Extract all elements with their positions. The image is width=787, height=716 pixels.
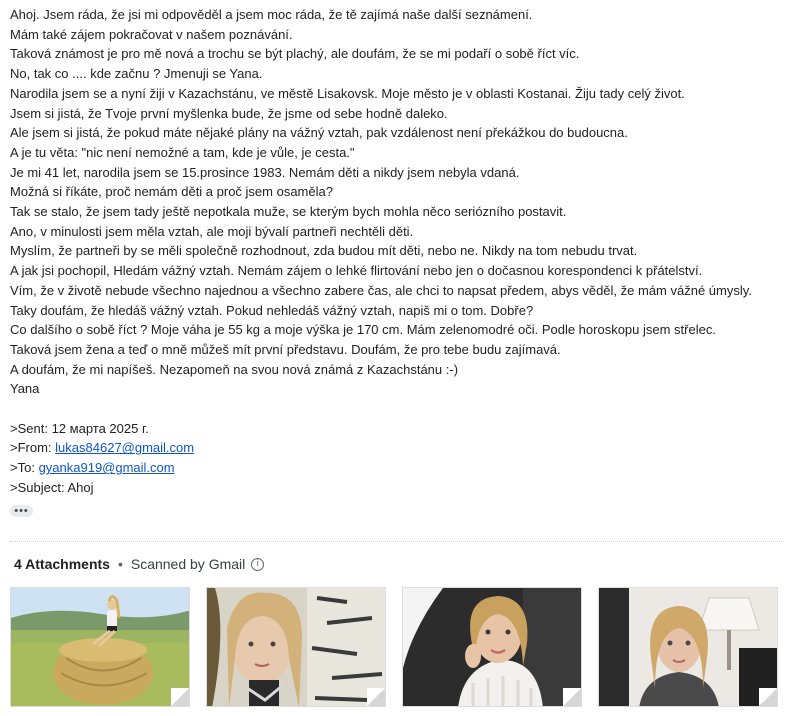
message-body [10,5,752,498]
to-email-link[interactable]: gyanka919@gmail.com [38,460,175,476]
message-line: Vím, že v životě nebude všechno najednou a všechno zabere čas, ale chci to napsat předem, abys věděl, že mám vážné úmysly. [10,282,752,298]
quoted-subject: >Subject: Ahoj [10,479,94,495]
attachment-thumbnail-1[interactable] [10,587,190,707]
from-email-link[interactable]: lukas84627@gmail.com [55,440,195,456]
attachments-divider [10,541,784,542]
message-line: A je tu věta: "nic není nemožné a tam, kde je vůle, je cesta." [10,144,355,160]
image-thumbnail-icon [599,588,778,707]
show-trimmed-content-button[interactable]: ••• [10,505,33,517]
image-thumbnail-icon [403,588,582,707]
image-thumbnail-icon [207,588,386,707]
attachments-header [14,556,264,572]
quoted-header [10,419,752,498]
message-line: Možná si říkáte, proč nemám děti a proč jsem osaměla? [10,184,333,200]
message-line: Myslím, že partneři by se měli společně rozhodnout, zda budou mít děti, nebo ne. Nikdy na tom nebudu trvat. [10,243,638,259]
message-line: A doufám, že mi napíšeš. Nezapomeň na svou nová známá z Kazachstánu :-) [10,361,459,377]
message-line: Taková známost je pro mě nová a trochu se být plachý, ale doufám, že se mi podaří o sobě říct víc. [10,46,580,62]
message-line: Yana [10,381,40,397]
message-line: No, tak co .... kde začnu ? Jmenuji se Yana. [10,66,263,82]
message-line: Jsem si jistá, že Tvoje první myšlenka bude, že jsme od sebe hodně daleko. [10,105,448,121]
message-line: Ahoj. Jsem ráda, že jsi mi odpověděl a jsem moc ráda, že tě zajímá naše další seznámení. [10,7,533,22]
message-line: Narodila jsem se a nyní žiji v Kazachstánu, ve městě Lisakovsk. Moje město je v oblasti Kostanai. Žiju tady celý život. [10,85,685,101]
attachments-count: 4 Attachments [14,556,110,572]
message-line: Ano, v minulosti jsem měla vztah, ale moji bývalí partneři nechtěli děti. [10,223,414,239]
quoted-sent: >Sent: 12 марта 2025 г. [10,420,149,436]
message-line: Co dalšího o sobě říct ? Moje váha je 55 kg a moje výška je 170 cm. Mám zelenomodré oči. Podle horoskopu jsem střelec. [10,322,716,338]
attachment-thumbnail-2[interactable] [206,587,386,707]
attachment-thumbnail-4[interactable] [598,587,778,707]
message-line: Taková jsem žena a teď o mně můžeš mít první představu. Doufám, že pro tebe budu zajímavá. [10,341,561,357]
quoted-from: >From: lukas84627@gmail.com [10,440,195,456]
image-thumbnail-icon [11,588,190,707]
message-line: Taky doufám, že hledáš vážný vztah. Pokud nehledáš vážný vztah, napiš mi o tom. Dobře? [10,302,534,318]
message-line: Ale jsem si jistá, že pokud máte nějaké plány na vážný vztah, pak vzdálenost není překážkou do budoucna. [10,125,628,141]
message-line: Je mi 41 let, narodila jsem se 15.prosince 1983. Nemám děti a nikdy jsem nebyla vdaná. [10,164,520,180]
attachment-thumbnail-3[interactable] [402,587,582,707]
separator-dot: • [117,556,123,572]
message-line: Mám také zájem pokračovat v našem poznávání. [10,26,293,42]
quoted-to: >To: gyanka919@gmail.com [10,460,175,476]
info-icon[interactable]: i [251,558,264,571]
message-line: A jak jsi pochopil, Hledám vážný vztah. Nemám zájem o lehké flirtování nebo jen o dočasnou korespondenci k přátelství. [10,263,703,279]
message-text [10,5,752,399]
scanned-label: Scanned by Gmail [130,556,246,572]
message-line: Tak se stalo, že jsem tady ještě nepotkala muže, se kterým bych mohla něco seriózního postavit. [10,204,567,220]
